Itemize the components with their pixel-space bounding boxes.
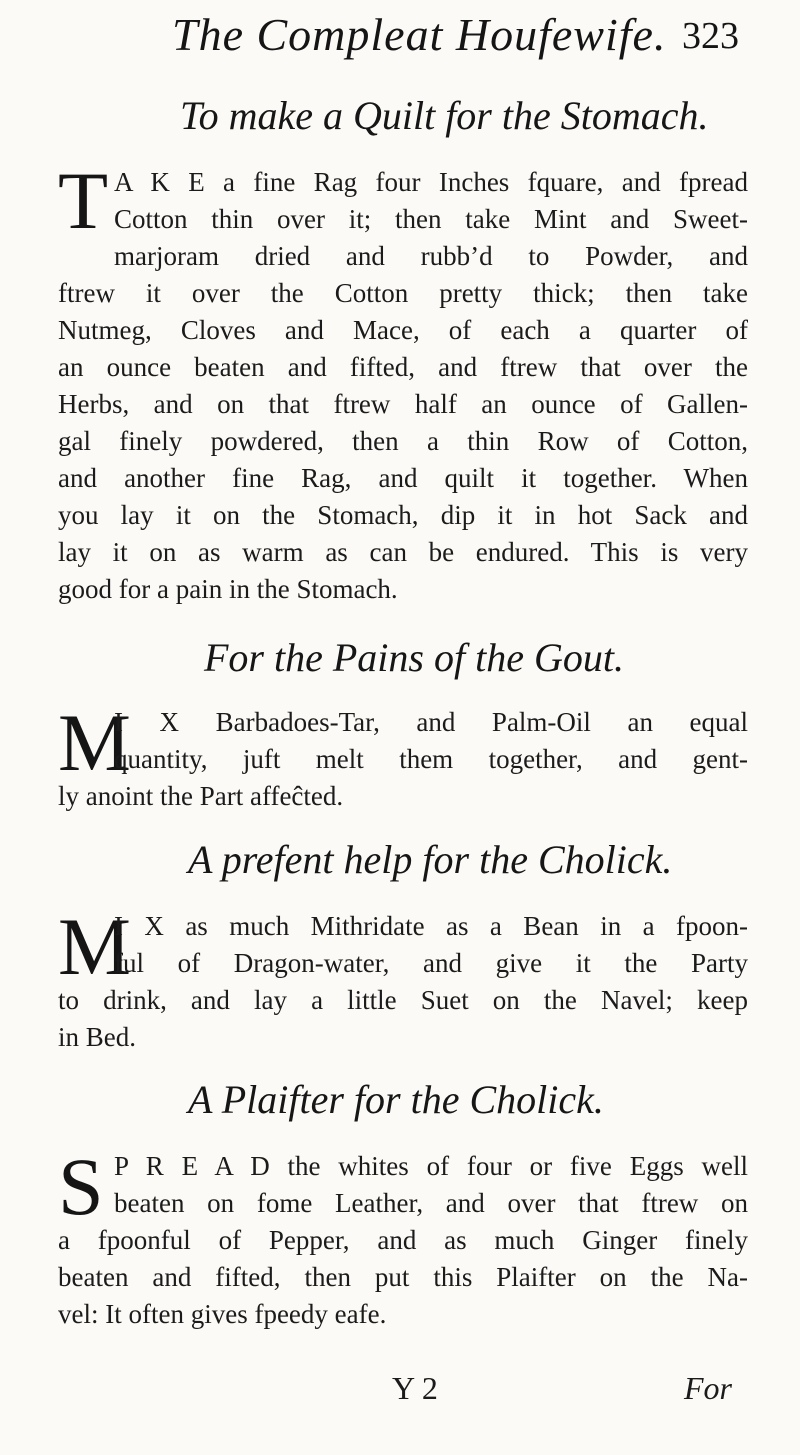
drop-cap-plaister: S <box>58 1141 104 1232</box>
page-footer <box>0 1370 800 1420</box>
text-line: to drink, and lay a little Suet on the Navel; keep <box>58 985 748 1015</box>
text-line: ful of Dragon-water, and give it the Party <box>114 948 748 978</box>
paragraph-gout <box>58 697 748 815</box>
paragraph-present-help <box>58 901 748 1056</box>
running-head-title: The Compleat Houfewife. <box>172 9 667 60</box>
text-line: marjoram dried and rubb’d to Powder, and <box>114 241 748 271</box>
text-line: ly anoint the Part affeĉted. <box>58 781 344 811</box>
text-line: I X as much Mithridate as a Bean in a fpoon- <box>114 911 748 941</box>
section-title-quilt: To make a Quilt for the Stomach. <box>180 93 709 138</box>
text-line: Herbs, and on that ftrew half an ounce of Gallen- <box>58 389 748 419</box>
text-line: an ounce beaten and fifted, and ftrew that over the <box>58 352 748 382</box>
section-title-plaister: A Plaifter for the Cholick. <box>188 1077 604 1122</box>
text-line: beaten on fome Leather, and over that ftrew on <box>114 1188 748 1218</box>
text-line: gal finely powdered, then a thin Row of Cotton, <box>58 426 748 456</box>
text-line: lay it on as warm as can be endured. This is very <box>58 537 748 567</box>
text-line: and another fine Rag, and quilt it together. When <box>58 463 748 493</box>
running-head <box>150 8 750 68</box>
page-number: 323 <box>682 15 739 57</box>
catchword: For <box>684 1370 732 1406</box>
paragraph-quilt <box>58 164 748 608</box>
text-line: beaten and fifted, then put this Plaifter on the Na- <box>58 1262 748 1292</box>
text-line: you lay it on the Stomach, dip it in hot Sack and <box>58 500 748 530</box>
section-title-gout: For the Pains of the Gout. <box>204 635 624 680</box>
text-line: A K E a fine Rag four Inches fquare, and fpread <box>114 167 748 197</box>
text-line: quantity, juft melt them together, and gent- <box>114 744 748 774</box>
paragraph-plaister <box>58 1141 748 1333</box>
text-line: ftrew it over the Cotton pretty thick; then take <box>58 278 748 308</box>
drop-cap-present-help: M <box>58 901 131 992</box>
text-line: P R E A D the whites of four or five Eggs well <box>114 1151 748 1181</box>
text-line: Cotton thin over it; then take Mint and Sweet- <box>114 204 748 234</box>
drop-cap-quilt: T <box>58 155 109 246</box>
text-line: I X Barbadoes-Tar, and Palm-Oil an equal <box>114 707 748 737</box>
section-title-present-help: A prefent help for the Cholick. <box>188 837 673 882</box>
text-line: a fpoonful of Pepper, and as much Ginger finely <box>58 1225 748 1255</box>
text-line: Nutmeg, Cloves and Mace, of each a quarter of <box>58 315 748 345</box>
text-line: vel: It often gives fpeedy eafe. <box>58 1299 387 1329</box>
text-line: good for a pain in the Stomach. <box>58 574 398 604</box>
text-line: in Bed. <box>58 1022 136 1052</box>
signature-mark: Y 2 <box>392 1370 438 1406</box>
drop-cap-gout: M <box>58 697 131 788</box>
